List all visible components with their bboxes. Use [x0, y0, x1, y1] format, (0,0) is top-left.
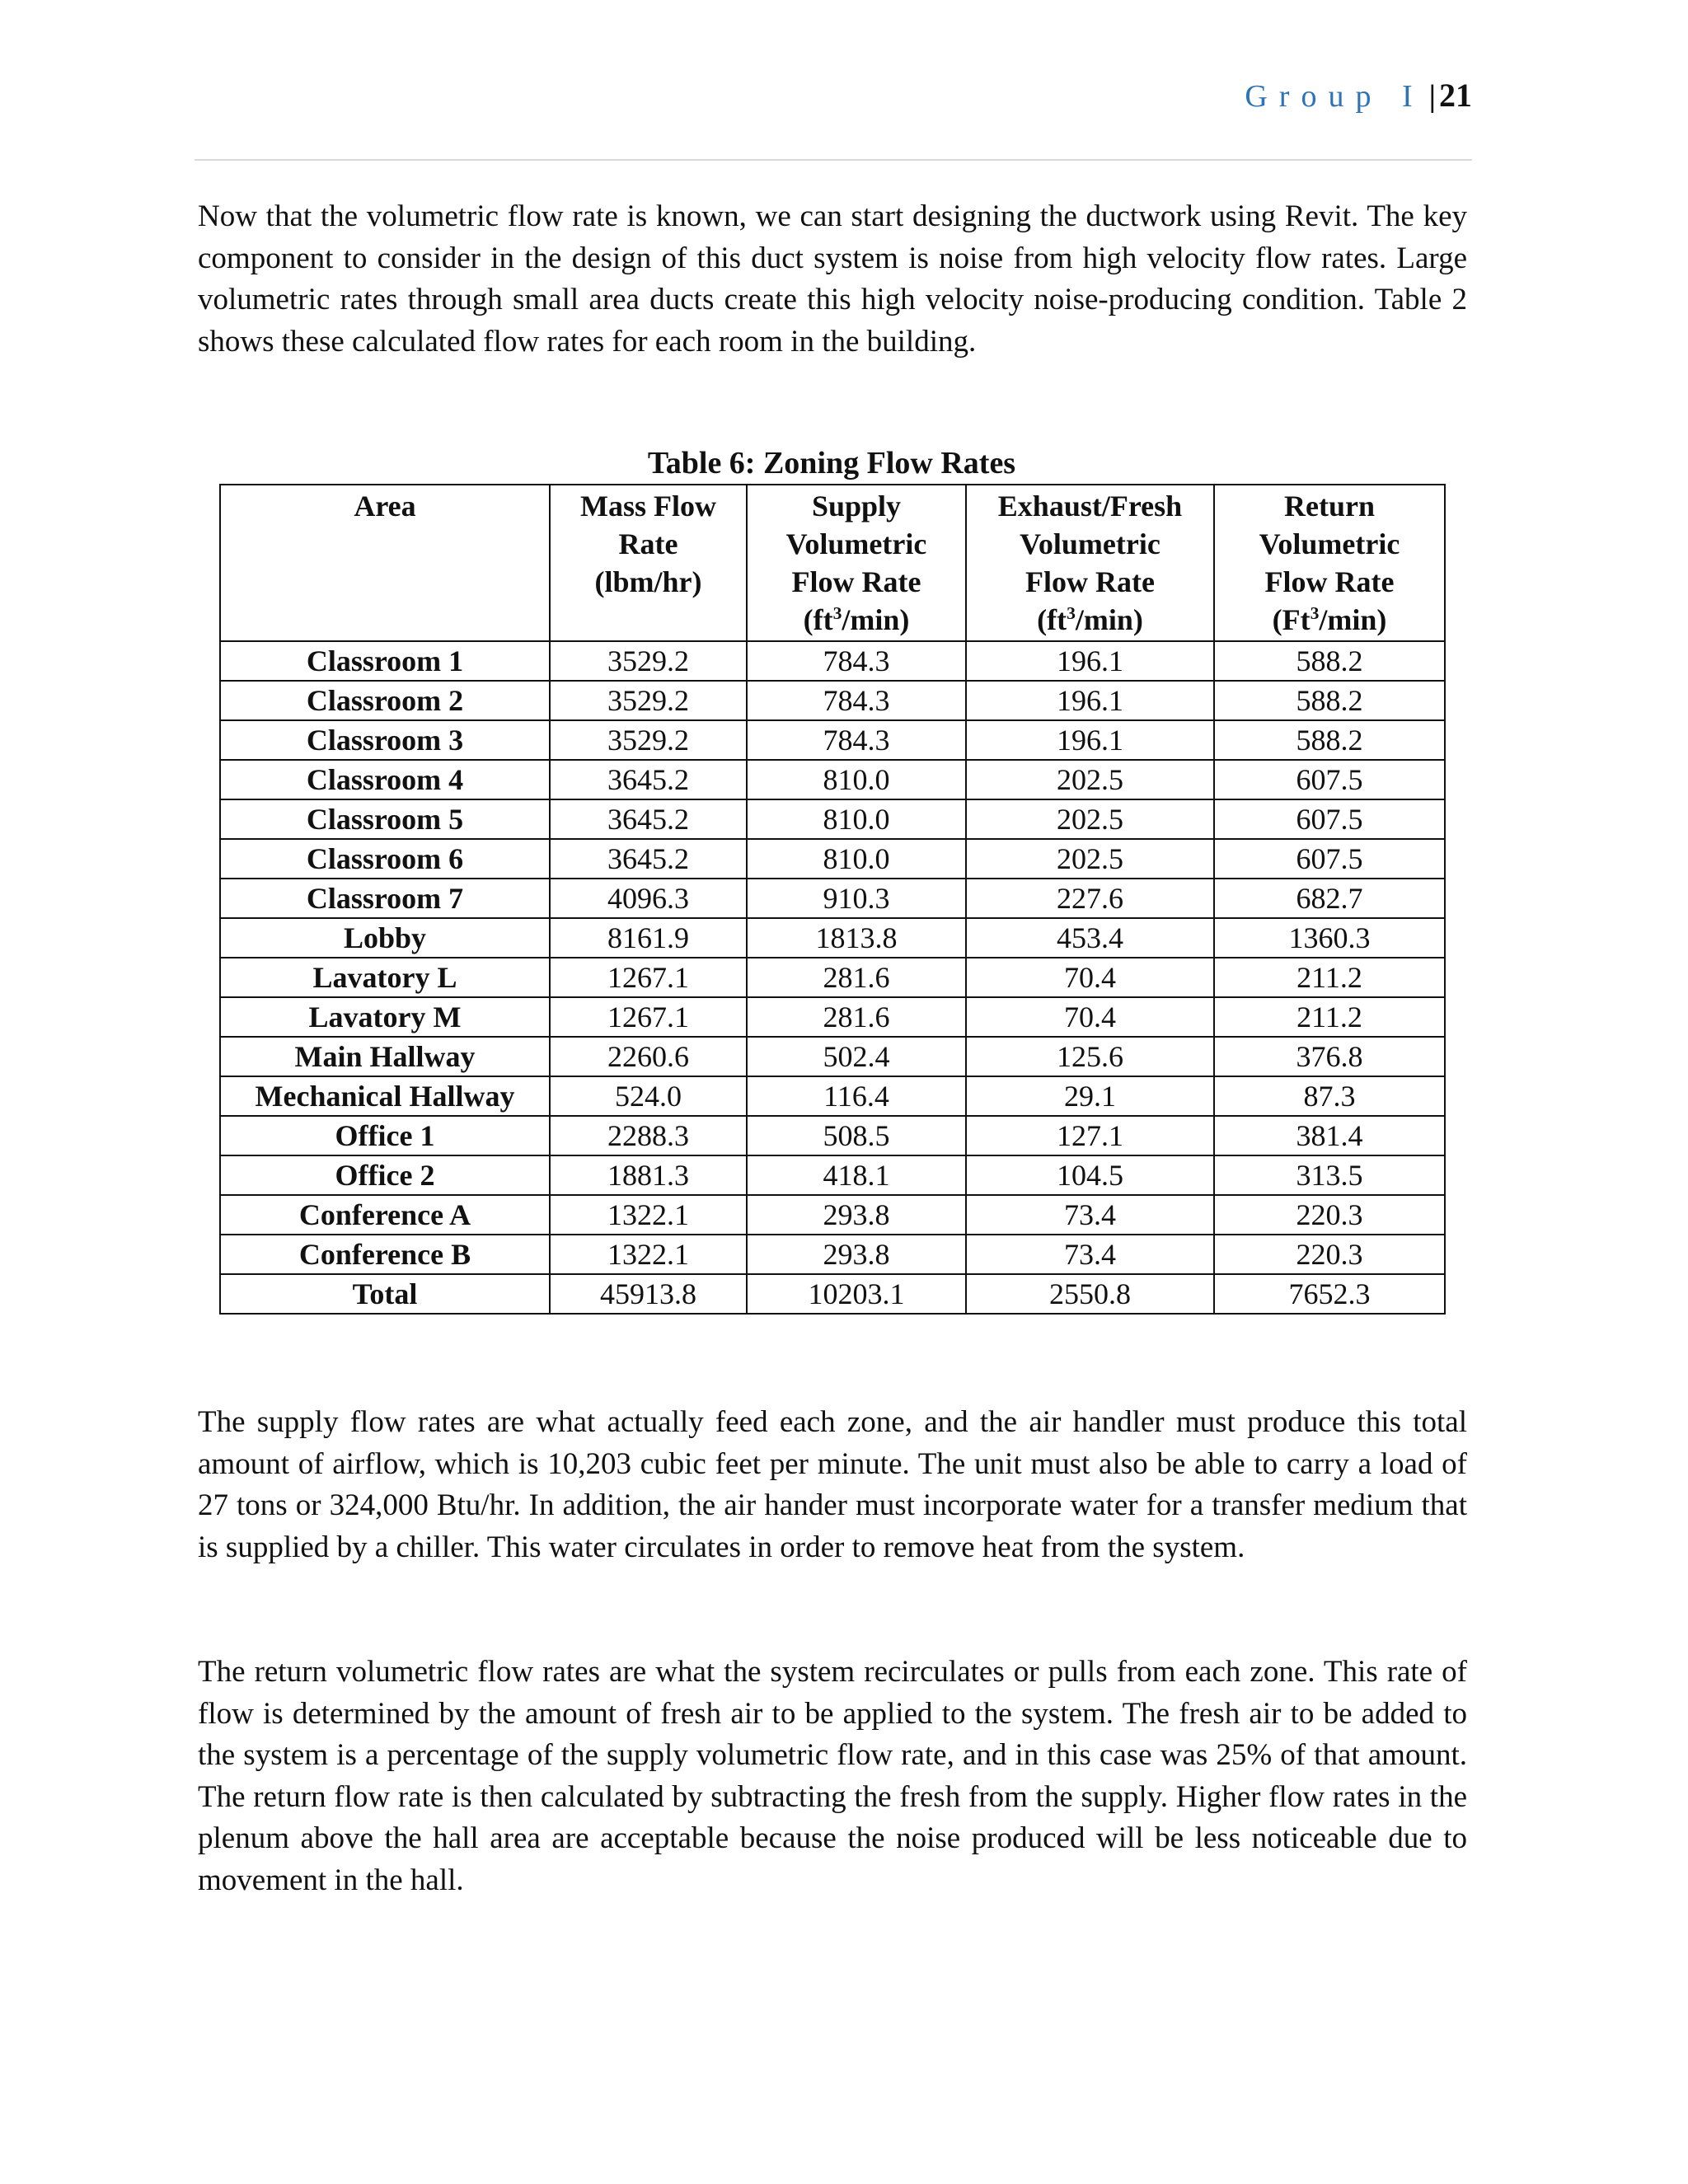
- cell-area: Classroom 7: [220, 879, 550, 918]
- cell-area: Main Hallway: [220, 1037, 550, 1076]
- cell-return: 87.3: [1214, 1076, 1445, 1116]
- column-header-exhaust: Exhaust/Fresh Volumetric Flow Rate $(ft^3/\min)$: [966, 485, 1214, 641]
- cell-mass: 3645.2: [550, 799, 747, 839]
- header-group-label: Group I: [1245, 79, 1424, 114]
- header-separator: |: [1428, 79, 1436, 114]
- cell-mass: 3529.2: [550, 641, 747, 681]
- cell-supply: 810.0: [747, 839, 966, 879]
- cell-area: Conference B: [220, 1235, 550, 1274]
- header-divider: [195, 159, 1472, 161]
- cell-mass: 1267.1: [550, 997, 747, 1037]
- cell-supply: 810.0: [747, 760, 966, 799]
- cell-supply: 784.3: [747, 641, 966, 681]
- cell-mass: 2288.3: [550, 1116, 747, 1155]
- cell-mass: 524.0: [550, 1076, 747, 1116]
- table-row: [220, 1076, 1445, 1116]
- cell-area: Mechanical Hallway: [220, 1076, 550, 1116]
- table-row: [220, 958, 1445, 997]
- cell-supply: 810.0: [747, 799, 966, 839]
- cell-exhaust: 196.1: [966, 641, 1214, 681]
- column-header-supply: Supply Volumetric Flow Rate $(ft^3/\min)$: [747, 485, 966, 641]
- cell-exhaust: 73.4: [966, 1195, 1214, 1235]
- table-row: [220, 681, 1445, 720]
- cell-return: 607.5: [1214, 760, 1445, 799]
- cell-mass: 1322.1: [550, 1195, 747, 1235]
- cell-area: Office 1: [220, 1116, 550, 1155]
- cell-supply: 502.4: [747, 1037, 966, 1076]
- cell-mass: 8161.9: [550, 918, 747, 958]
- cell-exhaust: 73.4: [966, 1235, 1214, 1274]
- cell-supply: 784.3: [747, 720, 966, 760]
- cell-return: 1360.3: [1214, 918, 1445, 958]
- cell-supply: 910.3: [747, 879, 966, 918]
- cell-supply: 293.8: [747, 1235, 966, 1274]
- cell-return: 211.2: [1214, 997, 1445, 1037]
- cell-supply: 418.1: [747, 1155, 966, 1195]
- cell-exhaust: 453.4: [966, 918, 1214, 958]
- cell-exhaust: 196.1: [966, 720, 1214, 760]
- cell-mass: 3645.2: [550, 839, 747, 879]
- cell-mass: 2260.6: [550, 1037, 747, 1076]
- cell-supply: 1813.8: [747, 918, 966, 958]
- cell-area: Classroom 4: [220, 760, 550, 799]
- cell-return: 220.3: [1214, 1235, 1445, 1274]
- table-row: [220, 879, 1445, 918]
- cell-return: 588.2: [1214, 720, 1445, 760]
- return-paragraph: The return volumetric flow rates are what the system recirculates or pulls from each zone. This rate of flow is determined by the amount of fresh air to be applied to the system. The fresh air to be added to the system is a percentage of the supply volumetric flow rate, and in this case was 25% of that amount. The return flow rate is then calculated by subtracting the fresh from the supply. Higher flow rates in the plenum above the hall area are acceptable because the noise produced will be less noticeable due to movement in the hall.: [198, 1655, 1467, 1897]
- page-number: 21: [1439, 77, 1472, 114]
- cell-supply: 508.5: [747, 1116, 966, 1155]
- cell-area: Total: [220, 1274, 550, 1314]
- cell-supply: 784.3: [747, 681, 966, 720]
- cell-area: Lavatory L: [220, 958, 550, 997]
- cell-exhaust: 125.6: [966, 1037, 1214, 1076]
- table-row: [220, 1116, 1445, 1155]
- cell-area: Conference A: [220, 1195, 550, 1235]
- supply-paragraph: The supply flow rates are what actually feed each zone, and the air handler must produce this total amount of airflow, which is 10,203 cubic feet per minute. The unit must also be able to carry a load of 27 tons or 324,000 Btu/hr. In addition, the air hander must incorporate water for a transfer medium that is supplied by a chiller. This water circulates in order to remove heat from the system.: [198, 1405, 1467, 1564]
- cell-return: 381.4: [1214, 1116, 1445, 1155]
- cell-exhaust: 196.1: [966, 681, 1214, 720]
- cell-area: Classroom 5: [220, 799, 550, 839]
- cell-return: 607.5: [1214, 839, 1445, 879]
- cell-mass: 3529.2: [550, 720, 747, 760]
- table-row: [220, 641, 1445, 681]
- column-header-area: Area: [220, 485, 550, 641]
- table-row: [220, 839, 1445, 879]
- cell-return: 588.2: [1214, 681, 1445, 720]
- cell-supply: 116.4: [747, 1076, 966, 1116]
- cell-mass: 1267.1: [550, 958, 747, 997]
- cell-mass: 1322.1: [550, 1235, 747, 1274]
- cell-supply: 10203.1: [747, 1274, 966, 1314]
- table-title: Table 6: Zoning Flow Rates: [647, 446, 1016, 480]
- unit-label: $(ft^3/\min)$: [1037, 603, 1143, 636]
- table-row: [220, 1235, 1445, 1274]
- cell-exhaust: 2550.8: [966, 1274, 1214, 1314]
- column-header-return: Return Volumetric Flow Rate (Ft$^3$/min): [1214, 485, 1445, 641]
- cell-exhaust: 127.1: [966, 1116, 1214, 1155]
- table-row: [220, 1195, 1445, 1235]
- cell-return: 588.2: [1214, 641, 1445, 681]
- table-row: [220, 1037, 1445, 1076]
- cell-return: 682.7: [1214, 879, 1445, 918]
- table-body: [220, 641, 1445, 1314]
- table-total-row: [220, 1274, 1445, 1314]
- cell-supply: 293.8: [747, 1195, 966, 1235]
- cell-exhaust: 227.6: [966, 879, 1214, 918]
- cell-supply: 281.6: [747, 997, 966, 1037]
- cell-exhaust: 202.5: [966, 839, 1214, 879]
- cell-return: 220.3: [1214, 1195, 1445, 1235]
- cell-mass: 45913.8: [550, 1274, 747, 1314]
- cell-return: 211.2: [1214, 958, 1445, 997]
- page-header: [1245, 76, 1472, 122]
- table-row: [220, 918, 1445, 958]
- cell-area: Lavatory M: [220, 997, 550, 1037]
- cell-exhaust: 202.5: [966, 760, 1214, 799]
- cell-exhaust: 104.5: [966, 1155, 1214, 1195]
- intro-paragraph: Now that the volumetric flow rate is known, we can start designing the ductwork using Revit. The key component to consider in the design of this duct system is noise from high velocity flow rates. Large volumetric rates through small area ducts create this high velocity noise-producing condition. Table 2 shows these calculated flow rates for each room in the building.: [198, 199, 1467, 359]
- table-row: [220, 997, 1445, 1037]
- cell-return: 313.5: [1214, 1155, 1445, 1195]
- cell-exhaust: 70.4: [966, 958, 1214, 997]
- column-header-mass-flow: Mass Flow Rate (lbm/hr): [550, 485, 747, 641]
- cell-exhaust: 29.1: [966, 1076, 1214, 1116]
- zoning-flow-rates-table: [219, 484, 1446, 1315]
- cell-mass: 4096.3: [550, 879, 747, 918]
- cell-area: Office 2: [220, 1155, 550, 1195]
- unit-label: (Ft$^3$/min): [1272, 603, 1387, 636]
- table-header-row: [220, 485, 1445, 641]
- cell-area: Classroom 6: [220, 839, 550, 879]
- cell-area: Lobby: [220, 918, 550, 958]
- cell-area: Classroom 1: [220, 641, 550, 681]
- cell-area: Classroom 2: [220, 681, 550, 720]
- cell-return: 376.8: [1214, 1037, 1445, 1076]
- unit-label: $(ft^3/\min)$: [803, 603, 910, 636]
- cell-mass: 3529.2: [550, 681, 747, 720]
- table-row: [220, 1155, 1445, 1195]
- cell-area: Classroom 3: [220, 720, 550, 760]
- table-row: [220, 760, 1445, 799]
- table-row: [220, 720, 1445, 760]
- cell-return: 7652.3: [1214, 1274, 1445, 1314]
- cell-mass: 3645.2: [550, 760, 747, 799]
- cell-exhaust: 202.5: [966, 799, 1214, 839]
- cell-return: 607.5: [1214, 799, 1445, 839]
- cell-exhaust: 70.4: [966, 997, 1214, 1037]
- table-row: [220, 799, 1445, 839]
- cell-supply: 281.6: [747, 958, 966, 997]
- cell-mass: 1881.3: [550, 1155, 747, 1195]
